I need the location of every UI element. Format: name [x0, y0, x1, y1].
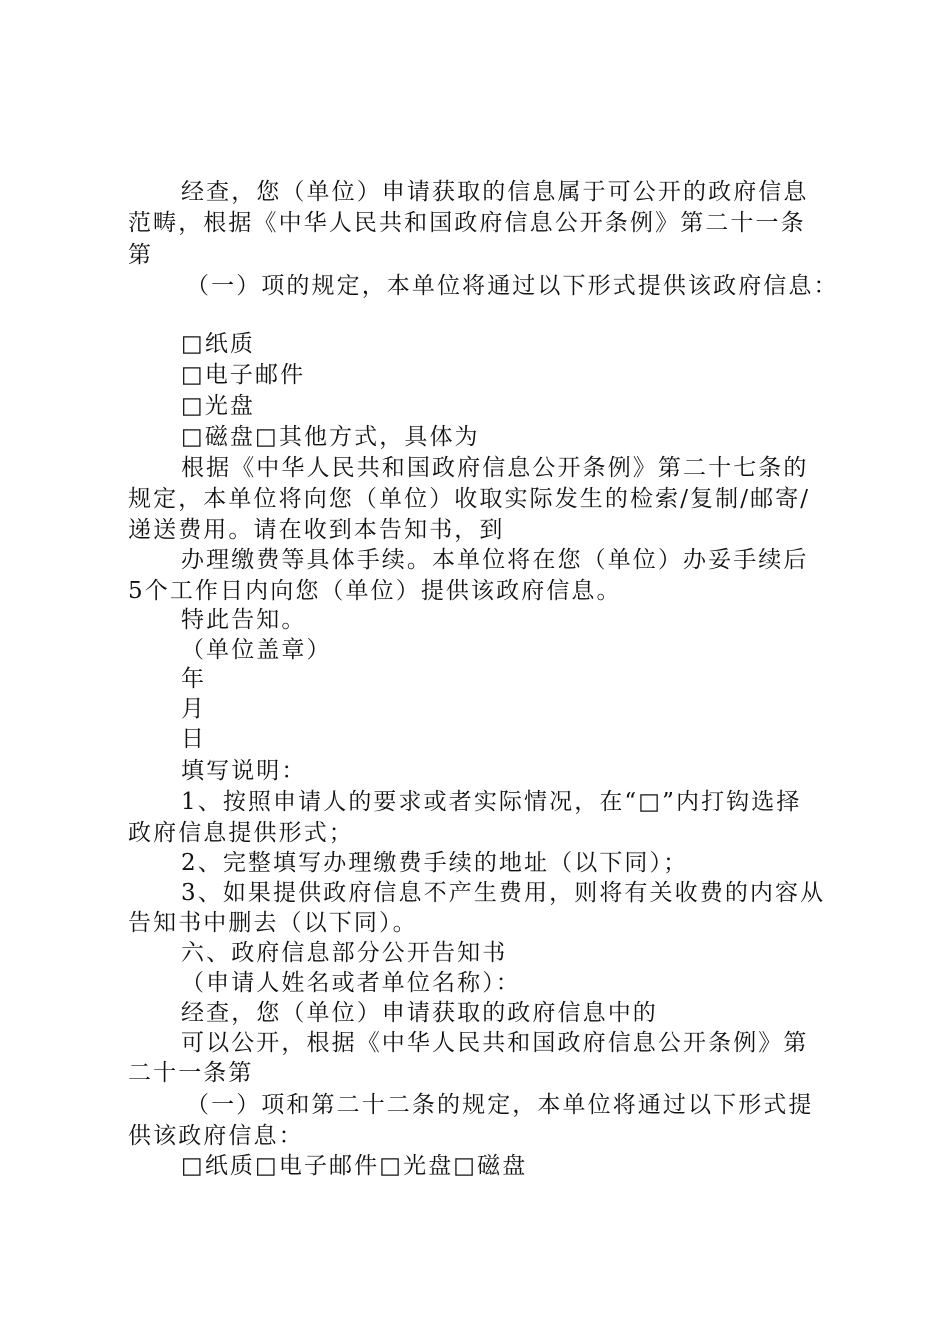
notice-closing: 特此告知。	[181, 607, 307, 633]
paragraph-line: 可以公开，根据《中华人民共和国政府信息公开条例》第	[181, 1030, 809, 1056]
paragraph-line: 供该政府信息：	[128, 1123, 304, 1149]
section-heading: 六、政府信息部分公开告知书	[181, 940, 508, 966]
option-email: □电子邮件	[181, 362, 306, 388]
paragraph-line: 根据《中华人民共和国政府信息公开条例》第二十七条的	[181, 455, 809, 481]
paragraph-line: 规定，本单位将向您（单位）收取实际发生的检索/复制/邮寄/	[128, 486, 811, 512]
option-disk-other: □磁盘□其他方式，具体为	[181, 424, 480, 450]
paragraph-line: 经查，您（单位）申请获取的信息属于可公开的政府信息	[181, 179, 809, 205]
date-day: 日	[181, 726, 207, 752]
seal-line: （单位盖章）	[181, 637, 332, 663]
options-inline: □纸质□电子邮件□光盘□磁盘	[181, 1153, 528, 1179]
paragraph-line: 办理缴费等具体手续。本单位将在您（单位）办妥手续后	[181, 547, 809, 573]
option-disc: □光盘	[181, 393, 256, 419]
instruction-item: 3、如果提供政府信息不产生费用，则将有关收费的内容从	[181, 880, 826, 906]
instruction-item: 1、按照申请人的要求或者实际情况，在“□”内打钩选择	[181, 789, 802, 815]
paragraph-line: 递送费用。请在收到本告知书，到	[128, 517, 505, 543]
paragraph-line: 5个工作日内向您（单位）提供该政府信息。	[128, 578, 622, 604]
paragraph-line: 范畴，根据《中华人民共和国政府信息公开条例》第二十一条	[128, 210, 806, 236]
date-month: 月	[181, 696, 207, 722]
paragraph-line: 第	[128, 242, 154, 268]
date-year: 年	[181, 666, 207, 692]
instruction-item: 2、完整填写办理缴费手续的地址（以下同）；	[181, 850, 689, 876]
paragraph-line: （一）项和第二十二条的规定，本单位将通过以下形式提	[186, 1092, 814, 1118]
applicant-line: （申请人姓名或者单位名称）：	[181, 970, 521, 996]
instructions-heading: 填写说明：	[181, 758, 307, 784]
option-paper: □纸质	[181, 331, 256, 357]
paragraph-line: 经查，您（单位）申请获取的政府信息中的	[181, 1000, 658, 1026]
paragraph-line: 二十一条第	[128, 1060, 254, 1086]
paragraph-line: （一）项的规定，本单位将通过以下形式提供该政府信息：	[186, 273, 839, 299]
instruction-item: 政府信息提供形式；	[128, 820, 354, 846]
instruction-item: 告知书中删去（以下同）。	[128, 910, 418, 936]
